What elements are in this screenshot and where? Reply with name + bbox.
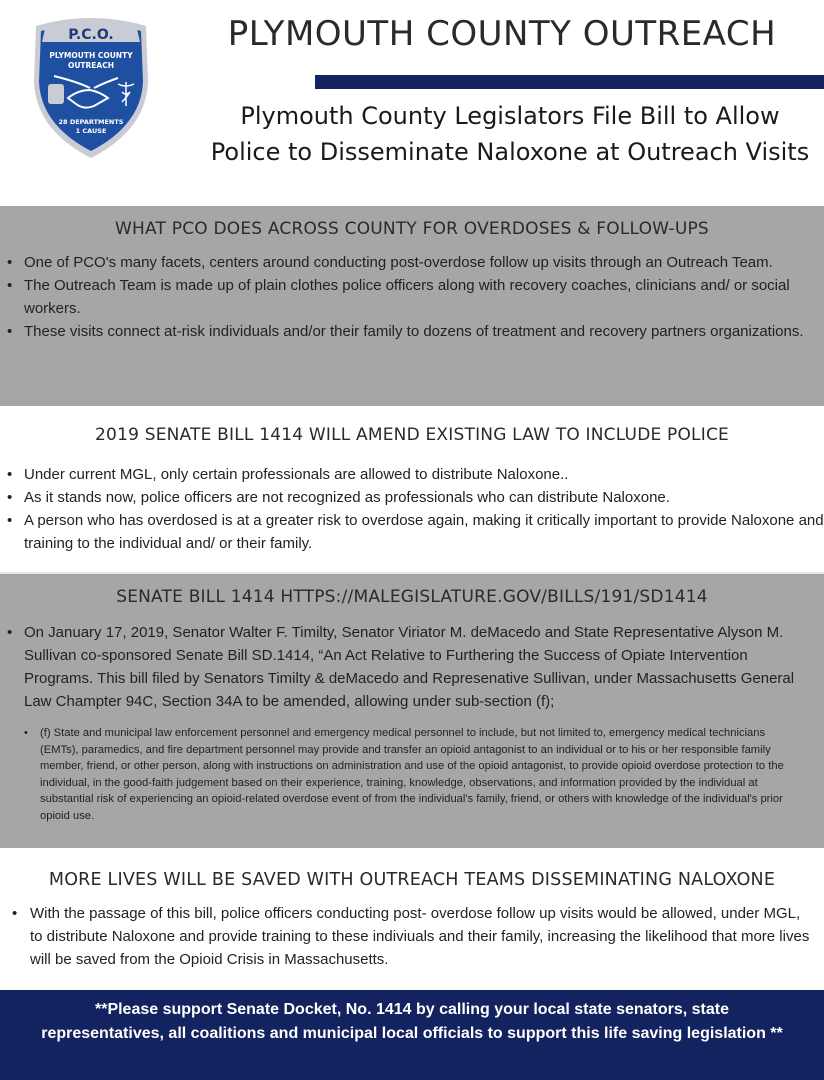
header-accent-rule [315,75,824,89]
logo-line1: PLYMOUTH COUNTY [49,51,133,60]
section-what-pco-does [0,206,824,406]
logo-bottom-line2: 1 CAUSE [75,127,107,135]
sub-list-item: • (f) State and municipal law enforcement personnel and emergency medical personnel to include, but not limited to, emergency medical technicians (EMTs), paramedics, and fire department personnel may provide and transfer an opioid antagonist to an individual or to his or her responsible family member, friend, or other person, along with instructions on administration and use of the opioid antagonist, to provide opioid overdose protection to the individual, in the good-faith judgement based on their experience, training, knowledge, observations, and information provided by the individual at substantial risk of experiencing an opioid-related overdose event of from the individual's family, friend, or others with knowledge of the individual's prior opioid use. [0,725,824,824]
bullet-list [0,902,824,971]
logo-line2: OUTREACH [67,61,115,70]
list-item: • On January 17, 2019, Senator Walter F. Timilty, Senator Viriator M. deMacedo and State Representative Alyson M. Sullivan co-sponsored Senate Bill SD.1414, “An Act Relative to Furthering the Success of Opiate Intervention Programs. This bill filed by Senators Timilty & deMacedo and Represenative Sullivan, under Massachusetts General Law Champter 94C, Section 34A to be amended, allowing under sub-section (f); [0,621,804,713]
list-item: • These visits connect at-risk individuals and/or their family to dozens of treatment and recovery partners organizations. [0,320,814,343]
bullet-list [0,251,824,343]
list-item: • Under current MGL, only certain professionals are allowed to distribute Naloxone.. [0,463,824,486]
logo-top-text: P.C.O. [68,27,114,43]
section-title-link[interactable]: SENATE BILL 1414 HTTPS://MALEGISLATURE.GOV/BILLS/191/SD1414 [116,587,708,607]
section-senate-bill-1414 [0,572,824,848]
section-senate-bill-amend [0,406,824,572]
pco-shield-logo [28,12,154,160]
section-title: WHAT PCO DOES ACROSS COUNTY FOR OVERDOSES & FOLLOW-UPS [115,219,709,239]
list-item: • One of PCO's many facets, centers around conducting post-overdose follow up visits through an Outreach Team. [0,251,814,274]
bullet-list [0,463,824,555]
bullet-list [0,621,824,713]
section-title: MORE LIVES WILL BE SAVED WITH OUTREACH TEAMS DISSEMINATING NALOXONE [48,870,776,890]
section-more-lives-saved [0,848,824,990]
header [0,0,824,206]
headline: Plymouth County Legislators File Bill to Allow Police to Disseminate Naloxone at Outreach Visits [210,102,810,166]
list-item: • As it stands now, police officers are not recognized as professionals who can distribute Naloxone. [0,486,824,509]
list-item: • The Outreach Team is made up of plain clothes police officers along with recovery coaches, clinicians and/ or social workers. [0,274,814,320]
list-item: • With the passage of this bill, police officers conducting post- overdose follow up visits would be allowed, under MGL, to distribute Naloxone and provide training to these indiviuals and their family, increasing the likelihood that more lives will be saved from the Opioid Crisis in Massachusetts. [0,902,814,971]
org-title: PLYMOUTH COUNTY OUTREACH [227,14,777,54]
sub-bullet-list [0,725,824,824]
call-to-action-footer: **Please support Senate Docket, No. 1414 by calling your local state senators, state representatives, all coalitions and municipal local officials to support this life saving legislation ** [0,990,824,1080]
logo-bottom-line1: 28 DEPARTMENTS [58,118,124,126]
section-title: 2019 SENATE BILL 1414 WILL AMEND EXISTING LAW TO INCLUDE POLICE [95,425,729,445]
list-item: • A person who has overdosed is at a greater risk to overdose again, making it critically important to provide Naloxone and training to the individual and/ or their family. [0,509,824,555]
police-badge-icon [48,84,64,104]
